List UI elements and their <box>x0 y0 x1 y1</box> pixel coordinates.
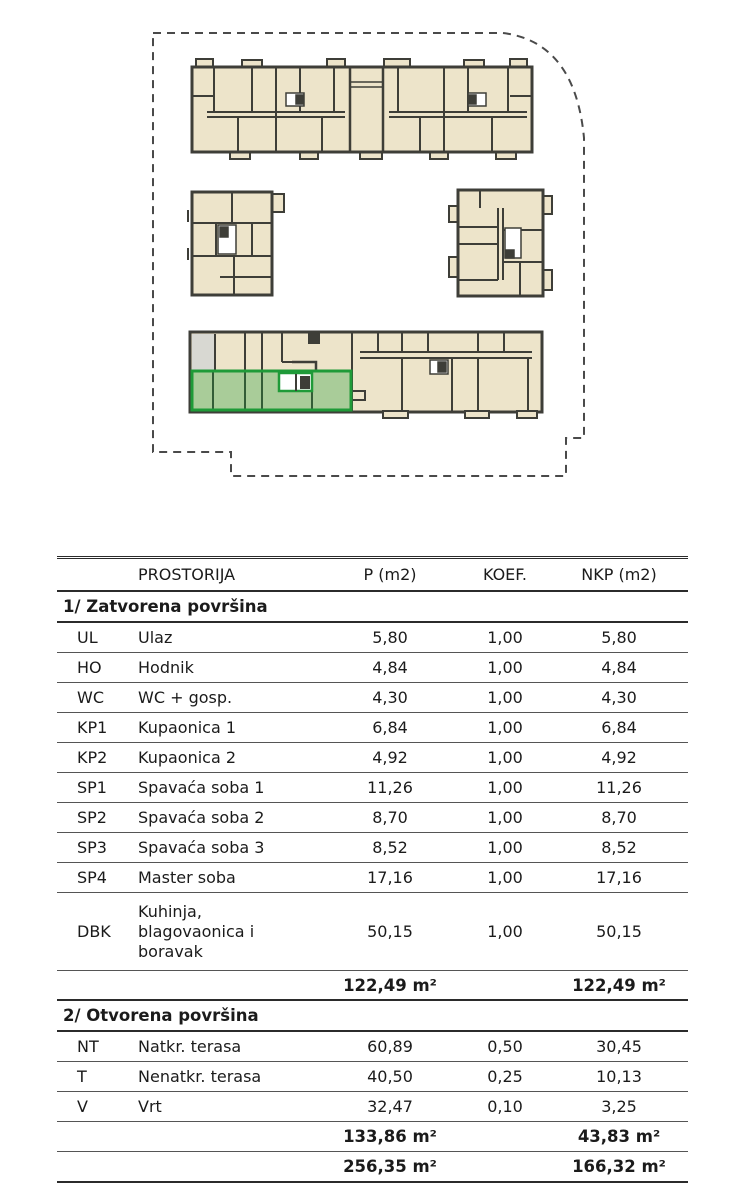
room-koef: 1,00 <box>487 838 523 857</box>
room-koef: 1,00 <box>487 778 523 797</box>
room-koef: 1,00 <box>487 922 523 941</box>
building-east <box>449 190 552 296</box>
room-code: V <box>77 1097 88 1116</box>
room-koef: 0,50 <box>487 1037 523 1056</box>
room-name: Spavaća soba 1 <box>138 778 265 797</box>
room-area: 4,92 <box>372 748 408 767</box>
room-area: 5,80 <box>372 628 408 647</box>
room-name: Spavaća soba 3 <box>138 838 265 857</box>
room-area: 50,15 <box>367 922 413 941</box>
col-header-koef: KOEF. <box>482 565 528 584</box>
room-code: SP3 <box>77 838 107 857</box>
room-area: 32,47 <box>367 1097 413 1116</box>
room-area: 8,70 <box>372 808 408 827</box>
open-area-subtotal-row <box>57 1122 688 1152</box>
room-name: Nenatkr. terasa <box>138 1067 262 1086</box>
room-koef: 1,00 <box>487 808 523 827</box>
table-row <box>57 653 688 683</box>
room-nkp: 30,45 <box>596 1037 642 1056</box>
room-koef: 1,00 <box>487 748 523 767</box>
room-koef: 0,25 <box>487 1067 523 1086</box>
room-nkp: 8,70 <box>601 808 637 827</box>
room-nkp: 3,25 <box>601 1097 637 1116</box>
closed-area-subtotal-row <box>57 971 688 1001</box>
table-row <box>57 773 688 803</box>
room-name: WC + gosp. <box>138 688 233 707</box>
room-koef: 1,00 <box>487 688 523 707</box>
room-code: WC <box>77 688 104 707</box>
col-header-room: PROSTORIJA <box>138 565 236 584</box>
building-north <box>192 59 532 159</box>
table-row <box>57 623 688 653</box>
room-nkp: 5,80 <box>601 628 637 647</box>
table-row <box>57 893 688 971</box>
room-area: 17,16 <box>367 868 413 887</box>
closed-subtotal-p: 122,49 m² <box>343 975 437 995</box>
highlighted-unit <box>192 371 351 410</box>
table-row <box>57 863 688 893</box>
col-header-p: P (m2) <box>363 565 417 584</box>
room-nkp: 10,13 <box>596 1067 642 1086</box>
room-code: SP2 <box>77 808 107 827</box>
room-area: 4,30 <box>372 688 408 707</box>
room-area: 11,26 <box>367 778 413 797</box>
room-nkp: 17,16 <box>596 868 642 887</box>
table-row <box>57 683 688 713</box>
building-west <box>188 192 284 295</box>
room-name: Kupaonica 1 <box>138 718 237 737</box>
section-title-open: 2/ Otvorena površina <box>57 1001 688 1032</box>
room-area: 6,84 <box>372 718 408 737</box>
room-koef: 0,10 <box>487 1097 523 1116</box>
room-code: NT <box>77 1037 99 1056</box>
room-name: Kuhinja, blagovaonica i boravak <box>138 901 255 961</box>
room-nkp: 6,84 <box>601 718 637 737</box>
total-p: 256,35 m² <box>343 1157 437 1176</box>
room-code: SP4 <box>77 868 107 887</box>
room-koef: 1,00 <box>487 628 523 647</box>
table-row <box>57 833 688 863</box>
room-koef: 1,00 <box>487 718 523 737</box>
col-header-nkp: NKP (m2) <box>581 565 657 584</box>
room-name: Spavaća soba 2 <box>138 808 265 827</box>
open-subtotal-nkp: 43,83 m² <box>577 1127 661 1146</box>
room-code: KP2 <box>77 748 108 767</box>
room-nkp: 11,26 <box>596 778 642 797</box>
room-name: Vrt <box>138 1097 162 1116</box>
room-nkp: 4,30 <box>601 688 637 707</box>
room-code: DBK <box>77 922 111 941</box>
section-title-closed: 1/ Zatvorena površina <box>57 592 688 623</box>
room-name: Master soba <box>138 868 236 887</box>
closed-subtotal-nkp: 122,49 m² <box>572 975 666 995</box>
room-area: 4,84 <box>372 658 408 677</box>
room-code: SP1 <box>77 778 107 797</box>
room-nkp: 4,84 <box>601 658 637 677</box>
room-koef: 1,00 <box>487 658 523 677</box>
total-nkp: 166,32 m² <box>572 1157 666 1176</box>
table-row <box>57 1032 688 1062</box>
room-koef: 1,00 <box>487 868 523 887</box>
table-row <box>57 743 688 773</box>
room-area: 40,50 <box>367 1067 413 1086</box>
table-row <box>57 713 688 743</box>
grand-total-row <box>57 1152 688 1183</box>
room-code: KP1 <box>77 718 108 737</box>
site-plan-drawing <box>0 0 754 545</box>
table-header-row <box>57 556 688 592</box>
room-code: UL <box>77 628 98 647</box>
table-row <box>57 1062 688 1092</box>
room-code: HO <box>77 658 102 677</box>
room-nkp: 8,52 <box>601 838 637 857</box>
area-table <box>57 556 688 1183</box>
room-nkp: 50,15 <box>596 922 642 941</box>
room-code: T <box>77 1067 87 1086</box>
room-name: Kupaonica 2 <box>138 748 237 767</box>
room-name: Natkr. terasa <box>138 1037 242 1056</box>
table-row <box>57 803 688 833</box>
room-nkp: 4,92 <box>601 748 637 767</box>
room-name: Hodnik <box>138 658 194 677</box>
table-row <box>57 1092 688 1122</box>
open-subtotal-p: 133,86 m² <box>343 1127 437 1146</box>
room-name: Ulaz <box>138 628 173 647</box>
room-area: 8,52 <box>372 838 408 857</box>
site-plan <box>0 0 754 545</box>
room-area: 60,89 <box>367 1037 413 1056</box>
